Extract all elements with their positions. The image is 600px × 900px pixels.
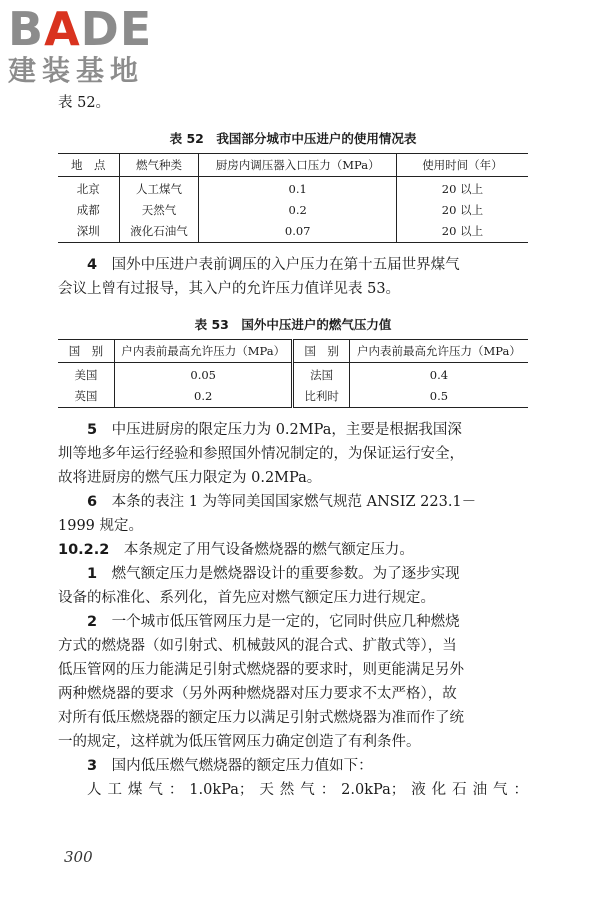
table-cell: 0.5: [349, 386, 528, 408]
table-cell: 人工煤气: [119, 177, 199, 201]
paragraph-5-cont: 故将进厨房的燃气压力限定为 0.2MPa。: [58, 470, 322, 486]
table-cell: 北京: [76, 182, 100, 196]
paragraph-6-cont: 1999 规定。: [58, 518, 144, 534]
table-cell: 0.2: [199, 200, 396, 221]
table-cell: 英国: [58, 386, 114, 408]
logo-subtitle: 建装基地: [8, 54, 145, 87]
table-cell: 美国: [74, 368, 98, 382]
table-53: [58, 339, 528, 408]
item-3-cont: 人工煤气：1.0kPa；天然气：2.0kPa；液化石油气：: [87, 782, 528, 798]
table-row: [58, 177, 528, 201]
item-2-cont: 方式的燃烧器（如引射式、机械鼓风的混合式、扩散式等），当: [58, 638, 457, 654]
table-row: [58, 386, 528, 408]
table-header-cell: 户内表前最高允许压力（MPa）: [114, 340, 293, 363]
table-cell: 0.2: [114, 386, 293, 408]
table-cell: 液化石油气: [119, 221, 199, 243]
table-header-cell: 使用时间（年）: [396, 154, 528, 177]
table-cell: 0.05: [114, 363, 293, 387]
table-cell: 法国: [293, 363, 349, 387]
table-52-caption: 表 52 我国部分城市中压进户的使用情况表: [169, 131, 417, 146]
table-header-cell: 户内表前最高允许压力（MPa）: [349, 340, 528, 363]
table-cell: 成都: [76, 203, 100, 217]
table-cell: 0.1: [199, 177, 396, 201]
item-1: 1 燃气额定压力是燃烧器设计的重要参数。为了逐步实现: [87, 566, 460, 582]
document-body: [58, 92, 528, 802]
table-cell: 0.4: [349, 363, 528, 387]
item-2: 2 一个城市低压管网压力是一定的，它同时供应几种燃烧: [87, 614, 460, 630]
table-cell: 深圳: [58, 221, 119, 243]
table-header-row: [58, 154, 528, 177]
item-2-cont: 对所有低压燃烧器的额定压力以满足引射式燃烧器为准而作了统: [58, 710, 464, 726]
item-2-cont: 一的规定，这样就为低压管网压力确定创造了有利条件。: [58, 734, 421, 750]
bade-logo: [8, 2, 178, 92]
section-10-2-2: 10.2.2 本条规定了用气设备燃烧器的燃气额定压力。: [58, 542, 414, 558]
table-row: [58, 200, 528, 221]
intro-line: 表 52。: [58, 95, 111, 111]
table-cell: 比利时: [293, 386, 349, 408]
item-3: 3 国内低压燃气燃烧器的额定压力值如下：: [87, 758, 373, 774]
table-cell: 20 以上: [396, 200, 528, 221]
table-53-caption: 表 53 国外中压进户的燃气压力值: [194, 317, 392, 332]
table-52: [58, 153, 528, 243]
table-header-cell: 厨房内调压器入口压力（MPa）: [199, 154, 396, 177]
table-header-cell: 国 别: [58, 340, 114, 363]
paragraph-4: 4 国外中压进户表前调压的入户压力在第十五届世界煤气: [87, 257, 460, 273]
item-1-cont: 设备的标准化、系列化，首先应对燃气额定压力进行规定。: [58, 590, 435, 606]
paragraph-5-cont: 圳等地多年运行经验和参照国外情况制定的，为保证运行安全，: [58, 446, 464, 462]
item-2-cont: 低压管网的压力能满足引射式燃烧器的要求时，则更能满足另外: [58, 662, 464, 678]
table-cell: 天然气: [119, 200, 199, 221]
table-row: [58, 363, 528, 387]
table-cell: 20 以上: [396, 221, 528, 243]
table-cell: 20 以上: [396, 177, 528, 201]
table-header-cell: 地 点: [58, 154, 119, 177]
item-2-cont: 两种燃烧器的要求（另外两种燃烧器对压力要求不太严格），故: [58, 686, 457, 702]
page-number: 300: [64, 848, 93, 866]
logo-wordmark: BADE: [8, 2, 153, 56]
table-cell: 0.07: [199, 221, 396, 243]
table-row: [58, 221, 528, 243]
paragraph-4-cont: 会议上曾有过报导，其入户的允许压力值详见表 53。: [58, 281, 401, 297]
paragraph-5: 5 中压进厨房的限定压力为 0.2MPa，主要是根据我国深: [87, 422, 462, 438]
table-header-row: [58, 340, 528, 363]
paragraph-6: 6 本条的表注 1 为等同美国国家燃气规范 ANSIZ 223.1－: [87, 494, 477, 510]
table-header-cell: 燃气种类: [119, 154, 199, 177]
table-header-cell: 国 别: [293, 340, 349, 363]
